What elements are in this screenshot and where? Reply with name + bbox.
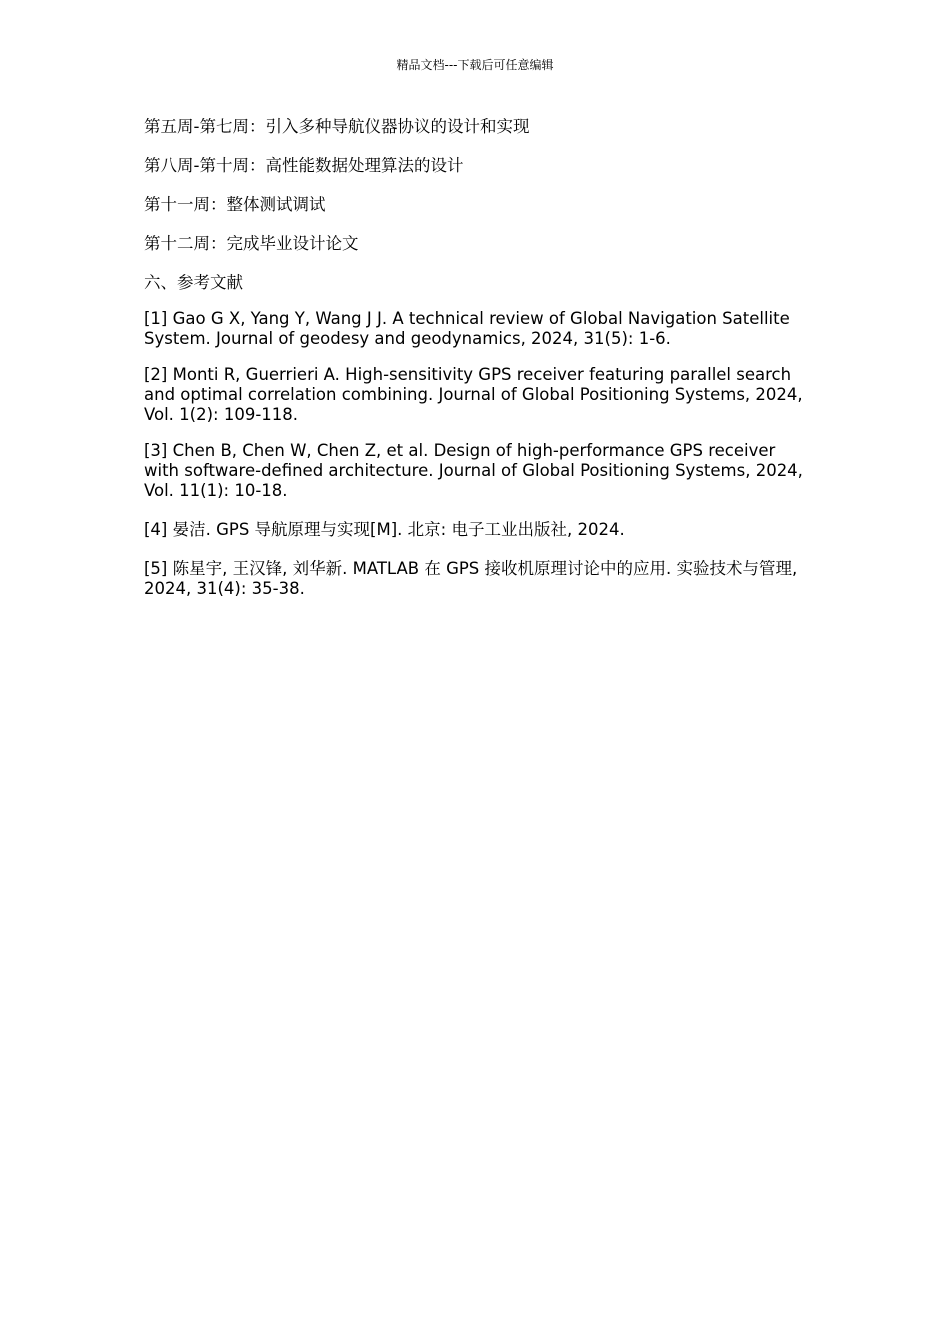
reference-item-2: [2] Monti R, Guerrieri A. High-sensitivity GPS receiver featuring parallel search and optimal correlation combining. Journal of Global Positioning Systems, 2024, Vol. 1(2): 109-118.	[144, 365, 803, 424]
schedule-item-weeks-8-10: 第八周-第十周：高性能数据处理算法的设计	[144, 156, 464, 175]
reference-item-3: [3] Chen B, Chen W, Chen Z, et al. Design of high-performance GPS receiver with software-defined architecture. Journal of Global Positioning Systems, 2024, Vol. 11(1): 10-18.	[144, 441, 803, 500]
schedule-item-week-11: 第十一周：整体测试调试	[144, 195, 326, 214]
page-header: 精品文档---下载后可任意编辑	[396, 58, 554, 72]
references-heading: 六、参考文献	[144, 273, 243, 292]
reference-item-1: [1] Gao G X, Yang Y, Wang J J. A technical review of Global Navigation Satellite System. Journal of geodesy and geodynamics, 2024, 31(5): 1-6.	[144, 309, 790, 348]
reference-item-4: [4] 晏洁. GPS 导航原理与实现[M]. 北京: 电子工业出版社, 2024.	[144, 520, 625, 539]
schedule-item-week-12: 第十二周：完成毕业设计论文	[144, 234, 359, 253]
reference-item-5: [5] 陈星宇, 王汉锋, 刘华新. MATLAB 在 GPS 接收机原理讨论中的应用. 实验技术与管理, 2024, 31(4): 35-38.	[144, 559, 798, 598]
schedule-item-weeks-5-7: 第五周-第七周：引入多种导航仪器协议的设计和实现	[144, 117, 530, 136]
document-body	[144, 117, 804, 615]
